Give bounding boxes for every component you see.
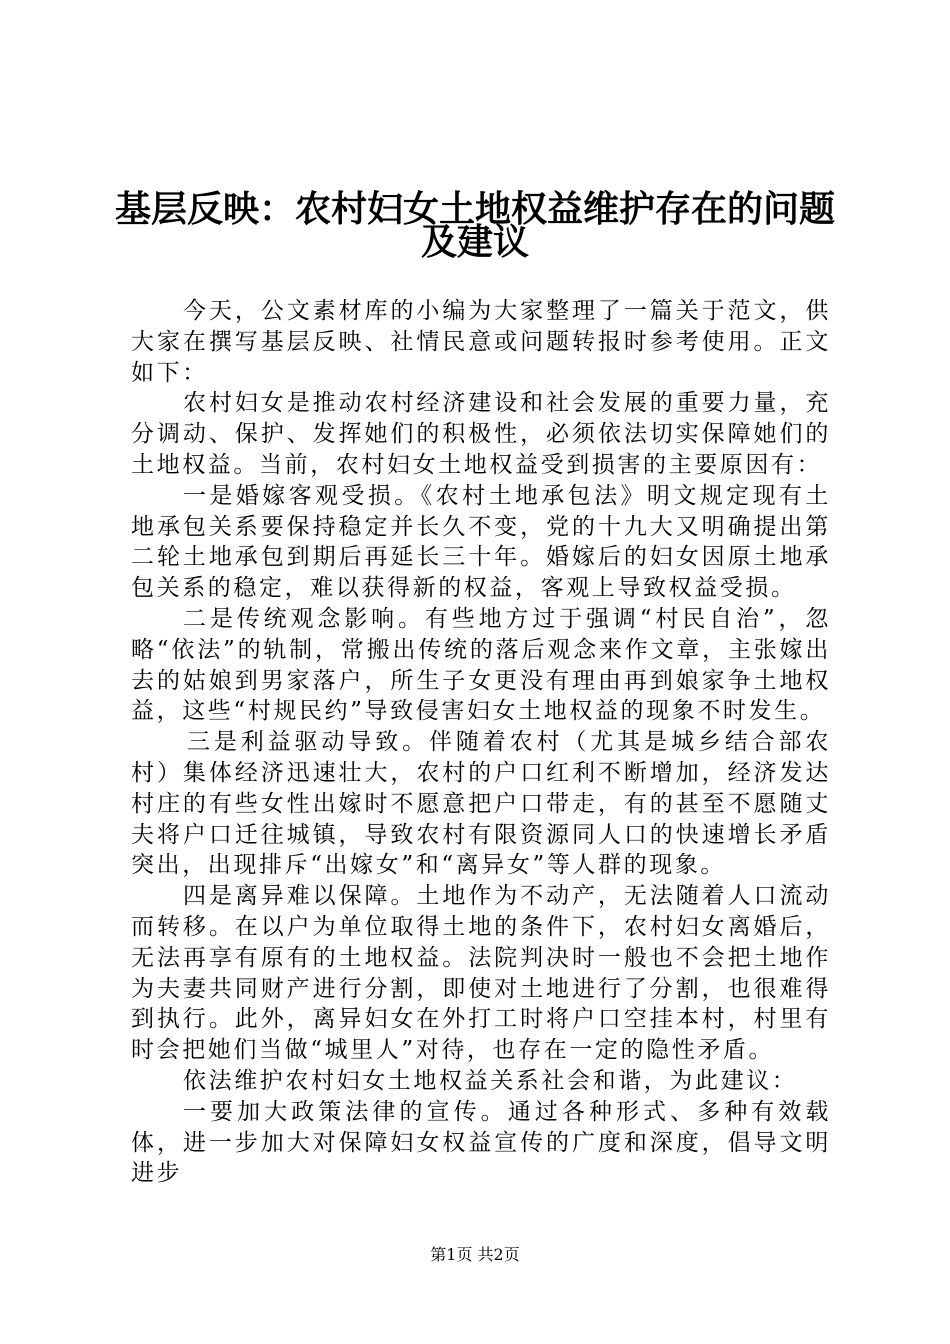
paragraph-suggestion-intro: 依法维护农村妇女土地权益关系社会和谐，为此建议： xyxy=(183,1067,798,1094)
paragraph-reason-3: 三是利益驱动导致。伴随着农村（尤其是城乡结合部农村）集体经济迅速壮大，农村的户口红利不断增加，经济发达村庄的有些女性出嫁时不愿意把户口带走，有的甚至不愿随丈夫将户口迁往城镇，导致农村有限资源同人口的快速增长矛盾突出，出现排斥“出嫁女”和“离异女”等人群的现象。 xyxy=(131,729,831,879)
paragraph-reason-2: 二是传统观念影响。有些地方过于强调“村民自治”，忽略“依法”的轨制，常搬出传统的落后观念来作文章，主张嫁出去的姑娘到男家落户，所生子女更没有理由再到娘家争土地权益，这些“村规民约”导致侵害妇女土地权益的现象不时发生。 xyxy=(131,605,831,725)
document-title-line-1: 基层反映：农村妇女土地权益维护存在的问题 xyxy=(114,188,835,230)
paragraph-background: 农村妇女是推动农村经济建设和社会发展的重要力量，充分调动、保护、发挥她们的积极性，必须依法切实保障她们的土地权益。当前，农村妇女土地权益受到损害的主要原因有： xyxy=(131,390,831,478)
page-footer: 第1页 共2页 xyxy=(430,1245,520,1264)
paragraph-reason-4: 四是离异难以保障。土地作为不动产，无法随着人口流动而转移。在以户为单位取得土地的条件下，农村妇女离婚后，无法再享有原有的土地权益。法院判决时一般也不会把土地作为夫妻共同财产进行分割，即使对土地进行了分割，也很难得到执行。此外，离异妇女在外打工时将户口空挂本村，村里有时会把她们当做“城里人”对待，也存在一定的隐性矛盾。 xyxy=(131,883,831,1064)
paragraph-intro: 今天，公文素材库的小编为大家整理了一篇关于范文，供大家在撰写基层反映、社情民意或问题转报时参考使用。正文如下： xyxy=(131,298,831,386)
document-body xyxy=(131,296,831,1189)
paragraph-suggestion-1: 一要加大政策法律的宣传。通过各种形式、多种有效载体，进一步加大对保障妇女权益宣传的广度和深度，倡导文明进步 xyxy=(131,1098,831,1187)
paragraph-reason-1: 一是婚嫁客观受损。《农村土地承包法》明文规定现有土地承包关系要保持稳定并长久不变，党的十九大又明确提出第二轮土地承包到期后再延长三十年。婚嫁后的妇女因原土地承包关系的稳定，难以获得新的权益，客观上导致权益受损。 xyxy=(131,482,831,602)
document-title-line-2: 及建议 xyxy=(420,221,529,263)
